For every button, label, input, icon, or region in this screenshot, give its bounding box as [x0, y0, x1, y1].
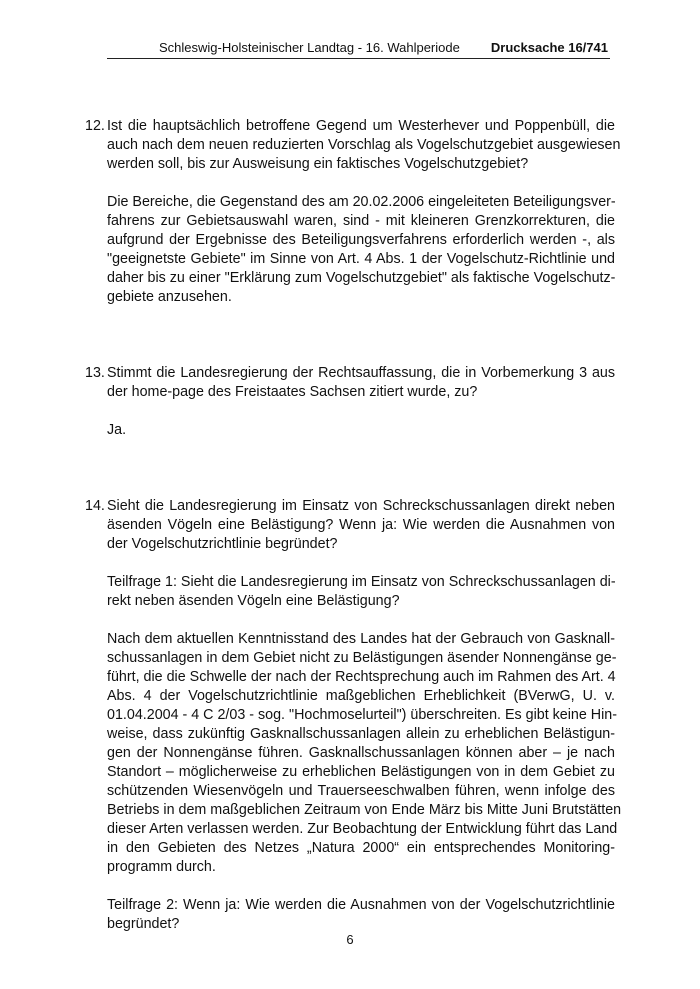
question-13 [85, 364, 615, 402]
teilfrage-2 [85, 896, 615, 934]
question-14 [85, 497, 615, 554]
answer-line: Die Bereiche, die Gegenstand des am 20.02.2006 eingeleiteten Beteiligungsver- [107, 194, 616, 210]
question-line: äsenden Vögeln eine Belästigung? Wenn ja: Wie werden die Ausnahmen von [107, 517, 615, 533]
answer-line: Abs. 4 der Vogelschutzrichtlinie maßgeblichen Erheblichkeit (BVerwG, U. v. [107, 688, 615, 704]
answer-line: in den Gebieten des Netzes „Natura 2000“ ein entsprechendes Monitoring- [107, 840, 615, 856]
answer-line: führt, die die Schwelle der nach der Rechtsprechung auch im Rahmen des Art. 4 [107, 669, 616, 685]
answer-line: weise, dass zukünftig Gasknallschussanlagen allein zu erheblichen Belästigun- [107, 726, 615, 742]
header-drucksache: Drucksache 16/741 [490, 40, 608, 55]
answer-line: dieser Arten verlassen werden. Zur Beobachtung der Entwicklung führt das Land [107, 821, 618, 837]
answer-line: programm durch. [107, 859, 216, 875]
answer-line: gebiete anzusehen. [107, 289, 232, 305]
answer-14 [85, 630, 622, 877]
page-number: 6 [346, 932, 354, 947]
answer-line: "geeignetste Gebiete" im Sinne von Art. 4 Abs. 1 der Vogelschutz-Richtlinie und [107, 251, 615, 267]
question-line: der home-page des Freistaates Sachsen zitiert wurde, zu? [107, 384, 478, 400]
answer-13 [85, 421, 615, 440]
teilfrage-line: begründet? [107, 916, 180, 932]
question-line: der Vogelschutzrichtlinie begründet? [107, 536, 338, 552]
answer-line: 01.04.2004 - 4 C 2/03 - sog. "Hochmoselurteil") überschreiten. Es gibt keine Hin- [107, 707, 618, 723]
question-12 [85, 117, 621, 174]
header-title: Schleswig-Holsteinischer Landtag - 16. Wahlperiode [159, 40, 460, 55]
question-number: 13. [85, 365, 105, 381]
answer-line: Standort – möglicherweise zu erheblichen Belästigungen von in dem Gebiet zu [107, 764, 615, 780]
answer-line: Betriebs in dem maßgeblichen Zeitraum von Ende März bis Mitte Juni Brutstätten [107, 802, 622, 818]
teilfrage-line: Teilfrage 2: Wenn ja: Wie werden die Ausnahmen von der Vogelschutzrichtlinie [107, 897, 615, 913]
document-body [85, 117, 622, 934]
answer-line: daher bis zu einer "Erklärung zum Vogelschutzgebiet" als faktische Vogelschutz- [107, 270, 616, 286]
question-number: 14. [85, 498, 105, 514]
question-line: werden soll, bis zur Ausweisung ein faktisches Vogelschutzgebiet? [107, 156, 529, 172]
answer-line: fahrens zur Gebietsauswahl waren, sind - mit kleineren Grenzkorrekturen, die [107, 213, 615, 229]
answer-12 [85, 193, 615, 307]
question-line: Sieht die Landesregierung im Einsatz von Schreckschussanlagen direkt neben [107, 498, 615, 514]
answer-line: Ja. [107, 422, 127, 438]
question-line: Stimmt die Landesregierung der Rechtsauffassung, die in Vorbemerkung 3 aus [107, 365, 615, 381]
question-line: Ist die hauptsächlich betroffene Gegend um Westerhever und Poppenbüll, die [107, 118, 615, 134]
teilfrage-line: Teilfrage 1: Sieht die Landesregierung im Einsatz von Schreckschussanlagen di- [107, 574, 616, 590]
answer-line: gen der Nonnengänse führen. Gasknallschussanlagen können aber – je nach [107, 745, 615, 761]
answer-line: Nach dem aktuellen Kenntnisstand des Landes hat der Gebrauch von Gasknall- [107, 631, 615, 647]
answer-line: aufgrund der Ergebnisse des Beteiligungsverfahrens erforderlich werden -, als [107, 232, 615, 248]
question-line: auch nach dem neuen reduzierten Vorschlag als Vogelschutzgebiet ausgewiesen [107, 137, 621, 153]
answer-line: schussanlagen in dem Gebiet nicht zu Belästigungen äsender Nonnengänse ge- [107, 650, 617, 666]
answer-line: schützenden Wiesenvögeln und Trauerseeschwalben führen, wenn infolge des [107, 783, 615, 799]
page-header [107, 36, 610, 59]
teilfrage-1 [85, 573, 615, 611]
teilfrage-line: rekt neben äsenden Vögeln eine Belästigung? [107, 593, 400, 609]
question-number: 12. [85, 118, 105, 134]
